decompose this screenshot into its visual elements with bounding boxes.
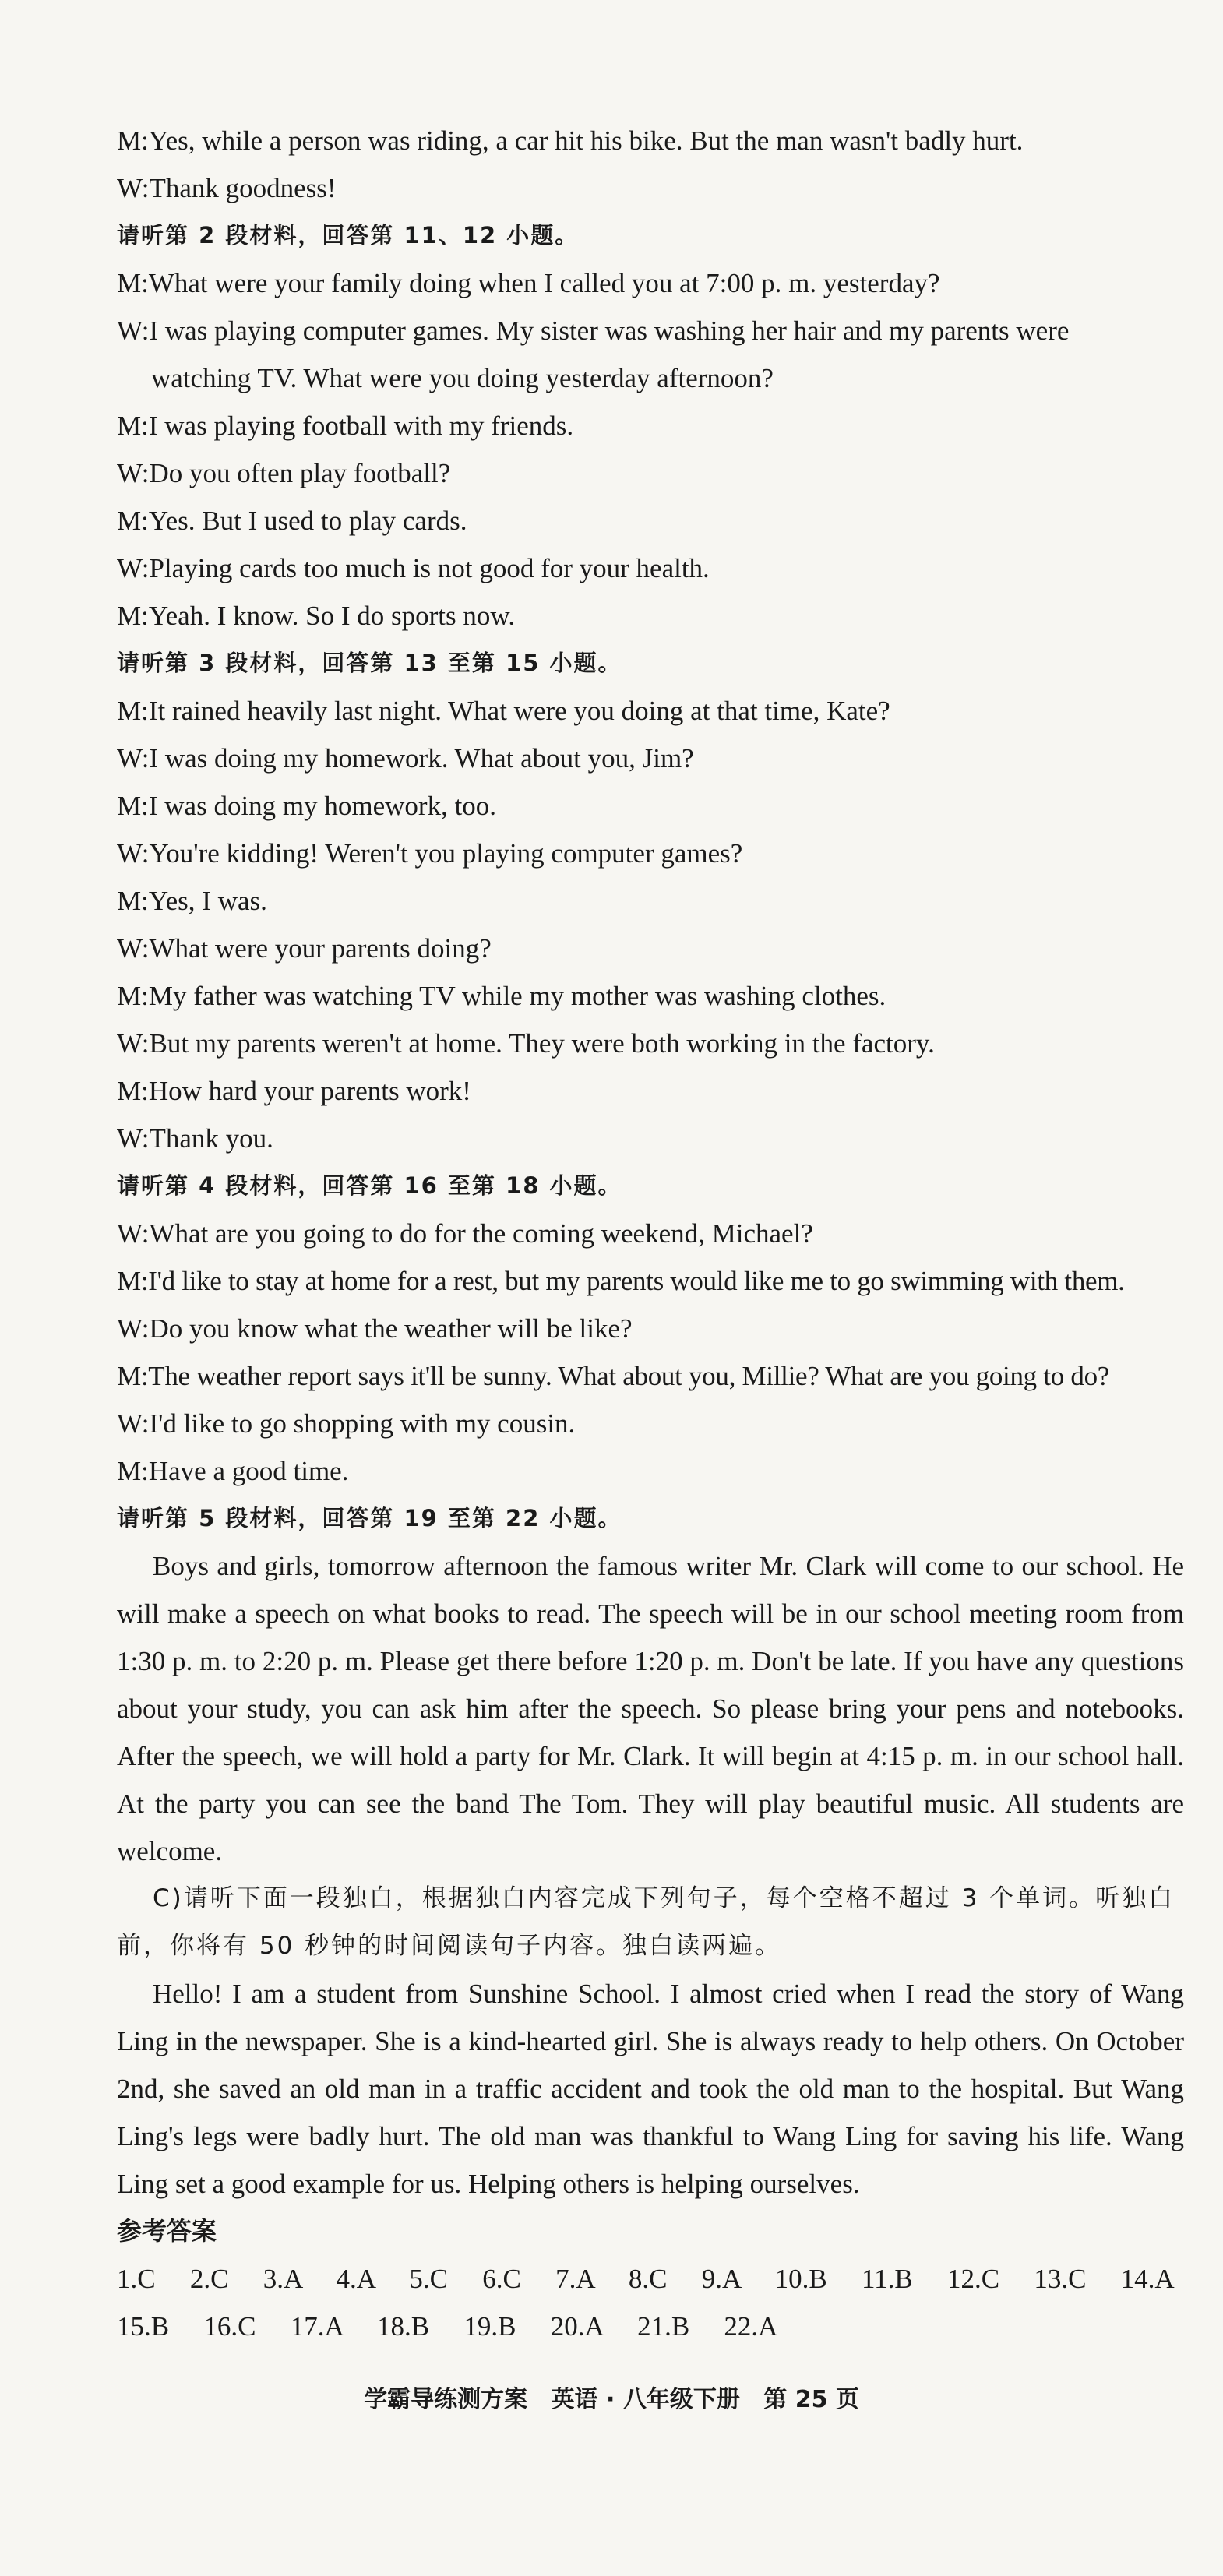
dialogue-line: M:I was doing my homework, too. <box>117 791 497 821</box>
dialogue-line: M:My father was watching TV while my mother was washing clothes. <box>117 981 886 1011</box>
dialogue-line: M:Yes, I was. <box>117 886 267 916</box>
section-heading-2: 请听第 2 段材料，回答第 11、12 小题。 <box>117 222 580 248</box>
dialogue-line: M:What were your family doing when I called you at 7:00 p. m. yesterday? <box>117 268 940 298</box>
dialogue-line: M:The weather report says it'll be sunny. What about you, Millie? What are you going to do? <box>117 1361 1110 1391</box>
footer-book-title: 学霸导练测方案 <box>364 2386 528 2413</box>
answers-row: 15.B 16.C 17.A 18.B 19.B 20.A 21.B 22.A <box>117 2311 778 2342</box>
dialogue-line: W:I was playing computer games. My sister was washing her hair and my parents were <box>117 315 1070 346</box>
answers-row: 1.C 2.C 3.A 4.A 5.C 6.C 7.A 8.C 9.A 10.B 11.B 12.C 13.C 14.A <box>117 2264 1175 2294</box>
answers-title: 参考答案 <box>117 2216 217 2246</box>
dialogue-line: M:Have a good time. <box>117 1456 349 1486</box>
dialogue-line: W:Do you know what the weather will be like? <box>117 1313 633 1344</box>
dialogue-line: W:Thank goodness! <box>117 173 337 203</box>
dialogue-line: W:But my parents weren't at home. They were both working in the factory. <box>117 1028 935 1059</box>
dialogue-line: W:I was doing my homework. What about you, Jim? <box>117 743 694 774</box>
dialogue-line: M:I was playing football with my friends. <box>117 411 574 441</box>
dialogue-line-continued: watching TV. What were you doing yesterday afternoon? <box>151 363 774 393</box>
dialogue-line: M:How hard your parents work! <box>117 1076 471 1106</box>
dialogue-line: W:What are you going to do for the coming weekend, Michael? <box>117 1218 813 1249</box>
footer-subject: 英语 · 八年级下册 <box>551 2386 740 2413</box>
monologue-paragraph: Hello! I am a student from Sunshine School. I almost cried when I read the story of Wang Ling in the newspaper. She is a kind-hearted girl. She is always ready to help others. On October 2nd, she saved an old man in a traffic accident and took the old man to the hospital. But Wang Ling's legs were badly hurt. The old man was thankful to Wang Ling for saving his life. Wang Ling set a good example for us. Helping others is helping ourselves. <box>117 1979 1184 2199</box>
footer-page-number: 第 25 页 <box>763 2386 859 2413</box>
dialogue-line: M:I'd like to stay at home for a rest, but my parents would like me to go swimming with them. <box>117 1266 1125 1296</box>
dialogue-line: W:What were your parents doing? <box>117 933 492 964</box>
dialogue-line: W:Playing cards too much is not good for your health. <box>117 553 710 583</box>
section-c-instruction: C)请听下面一段独白，根据独白内容完成下列句子，每个空格不超过 3 个单词。听独白前，你将有 50 秒钟的时间阅读句子内容。独白读两遍。 <box>117 1884 1175 1960</box>
page-footer <box>0 2380 1223 2414</box>
page-content <box>117 117 1192 2350</box>
dialogue-line: M:Yes, while a person was riding, a car hit his bike. But the man wasn't badly hurt. <box>117 125 1024 156</box>
dialogue-line: W:I'd like to go shopping with my cousin. <box>117 1408 576 1439</box>
dialogue-line: W:Thank you. <box>117 1123 273 1154</box>
dialogue-line: M:Yeah. I know. So I do sports now. <box>117 601 516 631</box>
section-heading-3: 请听第 3 段材料，回答第 13 至第 15 小题。 <box>117 650 622 676</box>
dialogue-line: W:You're kidding! Weren't you playing computer games? <box>117 838 743 869</box>
dialogue-line: M:Yes. But I used to play cards. <box>117 506 467 536</box>
dialogue-line: W:Do you often play football? <box>117 458 451 488</box>
section-heading-5: 请听第 5 段材料，回答第 19 至第 22 小题。 <box>117 1505 622 1531</box>
monologue-paragraph: Boys and girls, tomorrow afternoon the famous writer Mr. Clark will come to our school. He will make a speech on what books to read. The speech will be in our school meeting room from 1:30 p. m. to 2:20 p. m. Please get there before 1:20 p. m. Don't be late. If you have any questions about your study, you can ask him after the speech. So please bring your pens and notebooks. After the speech, we will hold a party for Mr. Clark. It will begin at 4:15 p. m. in our school hall. At the party you can see the band The Tom. They will play beautiful music. All students are welcome. <box>117 1551 1184 1866</box>
dialogue-line: M:It rained heavily last night. What were you doing at that time, Kate? <box>117 696 890 726</box>
section-heading-4: 请听第 4 段材料，回答第 16 至第 18 小题。 <box>117 1172 622 1199</box>
